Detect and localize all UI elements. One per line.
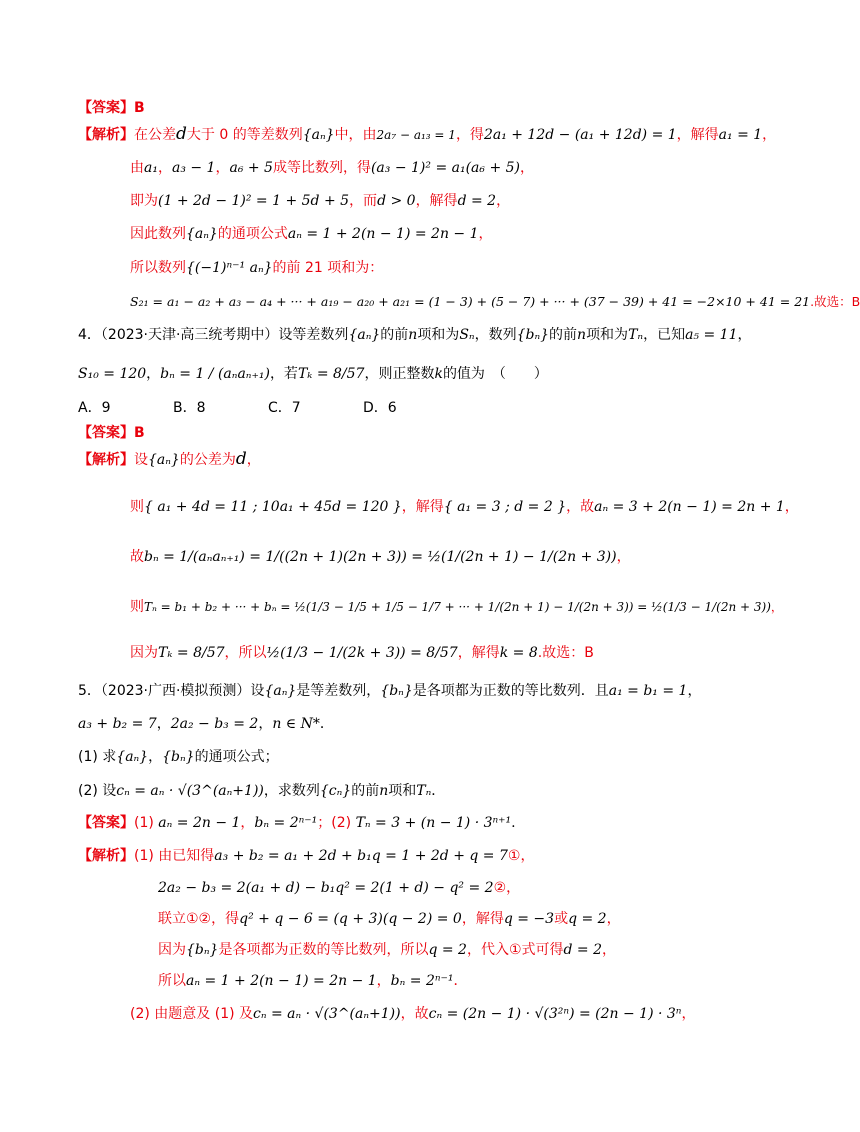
text: 则 (130, 499, 144, 515)
text: ， (606, 911, 621, 927)
text: ， (506, 880, 521, 896)
text: ， (148, 749, 163, 765)
math: q = 2 (428, 942, 467, 958)
math: d = 2 (457, 193, 497, 209)
math: q² + q − 6 = (q + 3)(q − 2) = 0 (239, 911, 462, 927)
text: ， (602, 942, 617, 958)
text: ，求数列 (263, 783, 320, 799)
p4-analysis-line-2 (130, 497, 799, 517)
text: ，已知 (643, 327, 686, 343)
text: (2) 设 (78, 783, 117, 799)
text: 的前 (380, 327, 409, 343)
text: 中，由 (334, 127, 377, 143)
text: ，所以 (224, 645, 267, 661)
text: 设 (134, 452, 148, 468)
text: ， (737, 327, 752, 343)
text: ，则正整数 (364, 366, 435, 382)
math: n (577, 327, 587, 343)
text: 的前 21 项和为： (272, 260, 384, 276)
text: ， (146, 366, 161, 382)
math: {bₙ} (186, 942, 219, 958)
text: 的前 (549, 327, 578, 343)
text: ，若 (269, 366, 298, 382)
math: n ∈ N* (272, 716, 320, 732)
text: 的前 (351, 783, 380, 799)
option-c[interactable]: C．7 (268, 400, 301, 416)
p4-question-line-2 (78, 364, 548, 384)
text: ，故 (400, 1006, 429, 1022)
text: 则 (130, 599, 144, 615)
math: q = −3 (503, 911, 555, 927)
math: aₙ = 1 + 2(n − 1) = 2n − 1 (287, 226, 479, 242)
math: a₁ = 1 (718, 127, 763, 143)
text: ， (215, 160, 230, 176)
text: 联立①②，得 (158, 911, 240, 927)
text: ． (453, 973, 468, 989)
text: 是各项都为正数的等比数列．且 (412, 683, 609, 699)
math: aₙ = 1 + 2(n − 1) = 2n − 1 (186, 973, 377, 989)
p5-analysis-line-1 (78, 846, 534, 866)
math: {cₙ} (319, 783, 352, 799)
math: {(−1)ⁿ⁻¹ aₙ} (186, 260, 273, 276)
text: ， (258, 716, 273, 732)
p4-analysis-line-4 (130, 597, 783, 617)
answer-label: 【答案】 (78, 100, 134, 116)
math: n (408, 327, 418, 343)
math: q = 2 (568, 911, 607, 927)
text: 的通项公式； (194, 749, 279, 765)
math: a₅ = 11 (685, 327, 738, 343)
text: ；(2) (317, 815, 352, 831)
p5-analysis-line-2 (158, 878, 520, 898)
text: 由 (130, 160, 144, 176)
text: ， (157, 160, 172, 176)
text: ， (156, 716, 171, 732)
math: aₙ = 3 + 2(n − 1) = 2n + 1 (594, 499, 785, 515)
p4-options (78, 398, 458, 418)
math: a₁ = b₁ = 1 (608, 683, 688, 699)
math: d > 0 (377, 193, 416, 209)
text: 因为 (130, 645, 158, 661)
math: a₆ + 5 (229, 160, 273, 176)
answer-label: 【答案】 (78, 425, 134, 441)
text: ． (431, 783, 446, 799)
p3-analysis-line-5 (130, 258, 383, 278)
text: (1) 求 (78, 749, 117, 765)
p5-question-part-2 (78, 781, 445, 801)
p5-question-line-2 (78, 714, 334, 734)
text: ，故 (566, 499, 595, 515)
text: ， (246, 452, 261, 468)
text: ② (493, 880, 507, 896)
p5-answer-line (78, 813, 516, 833)
math: {aₙ} (186, 226, 218, 242)
text: (1) 由已知得 (134, 848, 215, 864)
text: ，解得 (457, 645, 500, 661)
text: ，解得 (401, 499, 444, 515)
text: 所以 (158, 973, 186, 989)
math: (a₃ − 1)² = a₁(a₆ + 5) (370, 160, 521, 176)
text: 项和为 (417, 327, 460, 343)
math: d (176, 124, 187, 144)
p4-analysis-line-3 (130, 547, 631, 567)
answer-label: 【答案】 (78, 815, 134, 831)
p3-analysis-line-4 (130, 224, 493, 244)
p5-analysis-line-6 (130, 1004, 695, 1024)
analysis-label: 【解析】 (78, 127, 134, 143)
text: ，解得 (461, 911, 504, 927)
analysis-label: 【解析】 (78, 848, 134, 864)
text: 项和 (388, 783, 417, 799)
math: { a₁ = 3 ; d = 2 } (443, 499, 567, 515)
math: Tₖ = 8/57 (297, 366, 365, 382)
math: Tₙ = 3 + (n − 1) · 3ⁿ⁺¹ (355, 815, 512, 831)
p4-analysis-line-5 (130, 643, 594, 663)
math: d = 2 (563, 942, 603, 958)
p4-answer-line (78, 423, 145, 443)
text: ， (681, 1006, 696, 1022)
math: a₃ + b₂ = 7 (78, 716, 157, 732)
text: 在公差 (134, 127, 176, 143)
math: { a₁ + 4d = 11 ; 10a₁ + 45d = 120 } (144, 499, 402, 515)
p5-analysis-line-3 (158, 909, 621, 929)
math: n (379, 783, 389, 799)
text: 的通项公式 (217, 226, 288, 242)
text: ，代入①式可得 (466, 942, 564, 958)
math: (1 + 2d − 1)² = 1 + 5d + 5 (158, 193, 350, 209)
p3-analysis-line-2 (130, 158, 534, 178)
text: (1) (134, 815, 154, 831)
text: ， (240, 815, 255, 831)
math: 2a₂ − b₃ = 2 (170, 716, 259, 732)
text: .故选：B (537, 645, 594, 661)
text: ，解得 (415, 193, 458, 209)
text: 的公差为 (179, 452, 236, 468)
text: ，得 (455, 127, 484, 143)
text: ，而 (349, 193, 378, 209)
math: bₙ = 1 / (aₙaₙ₊₁) (160, 366, 270, 382)
text: 所以数列 (130, 260, 186, 276)
math: {aₙ} (348, 327, 381, 343)
text: ， (520, 848, 535, 864)
math: cₙ = aₙ · √(3^(aₙ+1)) (253, 1006, 401, 1022)
text: 是等差数列， (296, 683, 381, 699)
text: ， (616, 549, 631, 565)
text: 是各项都为正数的等比数列，所以 (218, 942, 429, 958)
math: ½(1/3 − 1/(2k + 3)) = 8/57 (266, 645, 458, 661)
math: bₙ = 1/(aₙaₙ₊₁) = 1/((2n + 1)(2n + 3)) = ½(1/(2n + 1) − 1/(2n + 3)) (144, 549, 617, 565)
text: ， (687, 683, 702, 699)
math: k (434, 366, 443, 382)
text: . (511, 815, 516, 831)
text: ， (496, 193, 511, 209)
math: {aₙ} (264, 683, 297, 699)
p5-question-part-1 (78, 747, 279, 767)
math: 2a₂ − b₃ = 2(a₁ + d) − b₁q² = 2(1 + d) − q² = 2 (158, 880, 494, 896)
math: bₙ = 2ⁿ⁻¹ (390, 973, 454, 989)
math: k = 8 (499, 645, 538, 661)
p4-analysis-line-1 (78, 449, 261, 470)
text: 因此数列 (130, 226, 186, 242)
text: ， (478, 226, 493, 242)
answer-value: B (134, 100, 145, 116)
text: 4．（2023·天津·高三统考期中）设等差数列 (78, 327, 349, 343)
text: ，数列 (474, 327, 517, 343)
text: 或 (554, 911, 569, 927)
text: ， (770, 600, 783, 614)
math: {bₙ} (380, 683, 413, 699)
text: 因为 (158, 942, 186, 958)
answer-value: B (134, 425, 145, 441)
text: (2) 由题意及 (1) 及 (130, 1006, 254, 1022)
math: 2a₁ + 12d − (a₁ + 12d) = 1 (483, 127, 677, 143)
p5-question-line-1 (78, 681, 701, 701)
math: {bₙ} (162, 749, 195, 765)
math: {aₙ} (148, 452, 180, 468)
math: Tₖ = 8/57 (158, 645, 225, 661)
p3-answer-line (78, 98, 145, 118)
text: ， (784, 499, 799, 515)
math: d (235, 449, 247, 469)
text: .故选：B (810, 294, 860, 309)
math: {aₙ} (302, 127, 335, 143)
math: Sₙ (459, 327, 475, 343)
text: 5．（2023·广西·模拟预测）设 (78, 683, 265, 699)
math: Tₙ (628, 327, 644, 343)
option-d[interactable]: D．6 (363, 400, 397, 416)
text: 项和为 (586, 327, 629, 343)
math: {aₙ} (116, 749, 149, 765)
math: bₙ = 2ⁿ⁻¹ (254, 815, 318, 831)
p5-analysis-line-5 (158, 971, 468, 991)
math: cₙ = aₙ · √(3^(aₙ+1)) (116, 783, 264, 799)
math: aₙ = 2n − 1 (158, 815, 241, 831)
text: 的值为 （ ） (442, 366, 548, 382)
p3-analysis-line-6 (130, 292, 860, 312)
math: a₃ − 1 (171, 160, 216, 176)
option-b[interactable]: B．8 (173, 400, 206, 416)
math: a₁ (144, 160, 158, 176)
text: ① (507, 848, 521, 864)
text: 故 (130, 549, 144, 565)
text: 即为 (130, 193, 158, 209)
math: cₙ = (2n − 1) · √(3²ⁿ) = (2n − 1) · 3ⁿ (428, 1006, 682, 1022)
p3-analysis-line-3 (130, 191, 510, 211)
math: Tₙ = b₁ + b₂ + ··· + bₙ = ½(1/3 − 1/5 + 1/5 − 1/7 + ··· + 1/(2n + 1) − 1/(2n + 3)) = ½(1/3 − 1/(2n + 3)) (144, 600, 771, 614)
math: Tₙ (416, 783, 432, 799)
text: 成等比数列，得 (272, 160, 371, 176)
math: S₁₀ = 120 (78, 366, 147, 382)
analysis-label: 【解析】 (78, 452, 134, 468)
p5-analysis-line-4 (158, 940, 616, 960)
option-a[interactable]: A．9 (78, 400, 111, 416)
math: {bₙ} (516, 327, 550, 343)
math: S₂₁ = a₁ − a₂ + a₃ − a₄ + ··· + a₁₉ − a₂₀ + a₂₁ = (1 − 3) + (5 − 7) + ··· + (37 − 39) + 41 = −2×10 + 41 = 21 (130, 294, 811, 309)
text: 大于 0 的等差数列 (186, 127, 303, 143)
p3-analysis-line-1 (78, 124, 776, 145)
text: ， (376, 973, 391, 989)
text: ， (520, 160, 535, 176)
math: a₃ + b₂ = a₁ + 2d + b₁q = 1 + 2d + q = 7 (214, 848, 508, 864)
text: ，解得 (676, 127, 719, 143)
text: ． (319, 716, 334, 732)
math: 2a₇ − a₁₃ = 1 (376, 128, 456, 142)
text: ， (762, 127, 777, 143)
p4-question-line-1 (78, 325, 751, 345)
